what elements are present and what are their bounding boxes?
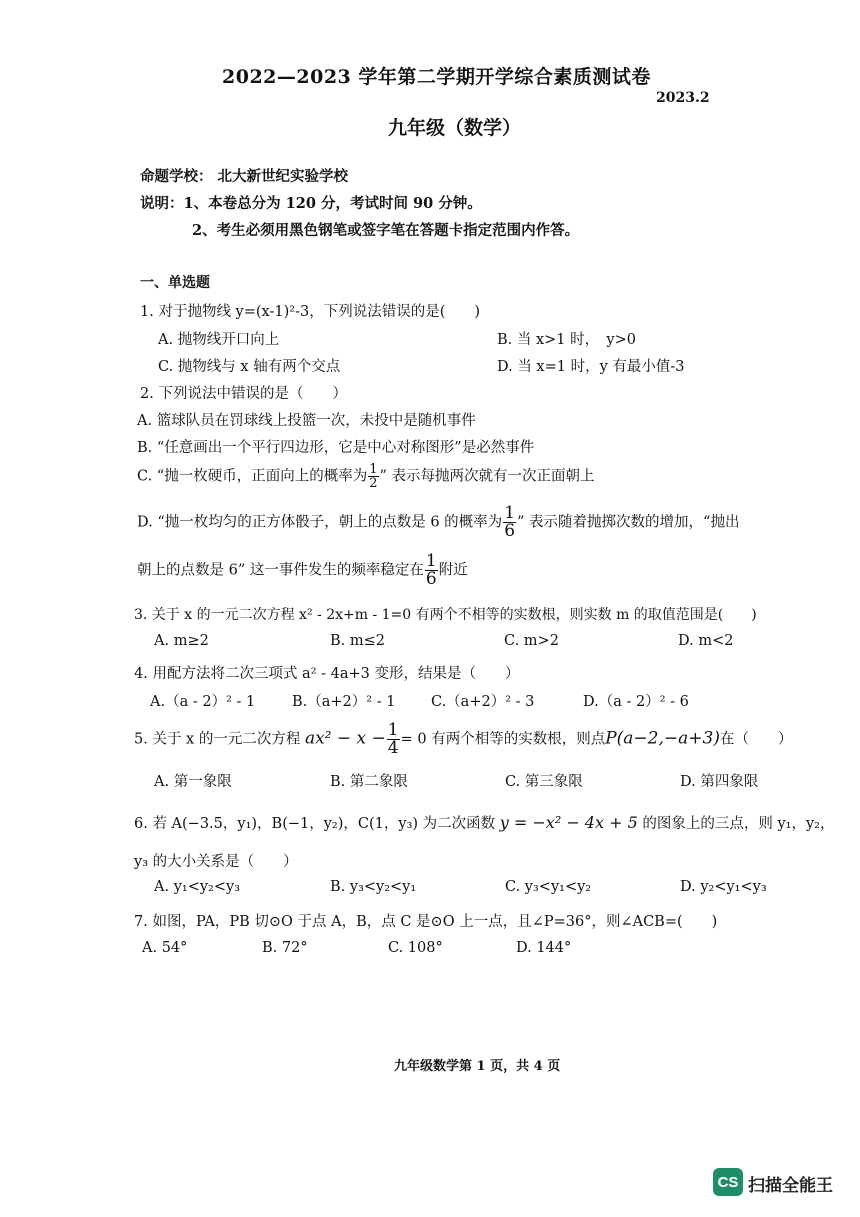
q2-d-post: ” 表示随着抛掷次数的增加，“抛出	[517, 514, 740, 531]
q4-stem: 4. 用配方法将二次三项式 a² - 4a+3 变形，结果是（ ）	[134, 666, 520, 682]
q2-option-a: A. 篮球队员在罚球线上投篮一次，未投中是随机事件	[137, 413, 476, 429]
q4-option-c: C.（a+2）² - 3	[431, 694, 535, 710]
q6-option-b: B. y₃<y₂<y₁	[330, 879, 417, 895]
fraction-one-sixth-2: $\frac{1}{6}$	[425, 551, 437, 589]
exam-title: 2022—2023 学年第二学期开学综合素质测试卷	[222, 66, 651, 88]
q2-c-pre: C. “抛一枚硬币，正面向上的概率为	[137, 468, 368, 485]
q5-stem-post: 在（ ）	[719, 731, 793, 748]
q6-line2: y₃ 的大小关系是（ ）	[134, 854, 298, 870]
q6-stem-pre: 6. 若 A(−3.5，y₁)，B(−1，y₂)，C(1，y₃) 为二次函数	[134, 816, 496, 832]
school-line: 命题学校： 北大新世纪实验学校	[140, 168, 349, 185]
note-1: 说明：1、本卷总分为 120 分，考试时间 90 分钟。	[140, 195, 482, 212]
page-footer: 九年级数学第 1 页，共 4 页	[394, 1059, 561, 1074]
q5-stem	[134, 722, 792, 757]
q2-stem: 2. 下列说法中错误的是（ ）	[140, 386, 347, 402]
q7-option-d: D. 144°	[516, 940, 572, 956]
q2-d-pre: D. “抛一枚均匀的正方体骰子，朝上的点数是 6 的概率为	[137, 514, 503, 531]
q5-expr: ax² − x −	[304, 728, 386, 749]
q2-d2-pre: 朝上的点数是 6” 这一事件发生的频率稳定在	[137, 562, 424, 579]
q4-option-a: A.（a - 2）² - 1	[150, 694, 256, 710]
q3-option-c: C. m>2	[504, 633, 559, 649]
q2-option-c	[137, 463, 595, 490]
q1-option-d: D. 当 x=1 时，y 有最小值-3	[497, 359, 685, 375]
camscanner-watermark-text: 扫描全能王	[748, 1176, 833, 1196]
q6-stem	[134, 812, 835, 833]
q2-option-b: B. “任意画出一个平行四边形，它是中心对称图形”是必然事件	[137, 440, 535, 456]
q7-option-c: C. 108°	[388, 940, 443, 956]
q5-stem-mid: = 0 有两个相等的实数根，则点	[400, 731, 606, 748]
q6-stem-post: 的图象上的三点，则 y₁，y₂，	[642, 816, 835, 832]
fraction-one-quarter: $\frac{1}{4}$	[387, 720, 399, 758]
q2-c-post: ” 表示每抛两次就有一次正面朝上	[379, 468, 595, 485]
q1-option-c: C. 抛物线与 x 轴有两个交点	[158, 359, 341, 375]
exam-subtitle: 九年级（数学）	[388, 117, 522, 139]
q1-option-b: B. 当 x>1 时， y>0	[497, 332, 636, 348]
q5-option-a: A. 第一象限	[154, 774, 232, 790]
q7-option-b: B. 72°	[262, 940, 308, 956]
q7-option-a: A. 54°	[142, 940, 188, 956]
q3-option-d: D. m<2	[678, 633, 734, 649]
fraction-one-half: $\frac{1}{2}$	[369, 462, 378, 491]
q3-stem: 3. 关于 x 的一元二次方程 x² - 2x+m - 1=0 有两个不相等的实数根，则实数 m 的取值范围是( )	[134, 607, 757, 623]
q2-d2-post: 附近	[438, 562, 468, 579]
q1-stem: 1. 对于抛物线 y=(x-1)²-3，下列说法错误的是( )	[140, 304, 481, 320]
q3-option-b: B. m≤2	[330, 633, 385, 649]
note-2: 2、考生必须用黑色钢笔或签字笔在答题卡指定范围内作答。	[192, 222, 580, 239]
q5-option-b: B. 第二象限	[330, 774, 408, 790]
q2-option-d	[137, 505, 739, 540]
q6-option-c: C. y₃<y₁<y₂	[505, 879, 592, 895]
q4-option-d: D.（a - 2）² - 6	[583, 694, 689, 710]
exam-date: 2023.2	[656, 90, 710, 106]
q5-point: P(a−2,−a+3)	[605, 728, 720, 749]
q5-option-d: D. 第四象限	[680, 774, 759, 790]
q6-option-d: D. y₂<y₁<y₃	[680, 879, 767, 895]
q1-option-a: A. 抛物线开口向上	[158, 332, 280, 348]
q2-option-d-line2	[137, 553, 468, 588]
camscanner-logo-icon: CS	[713, 1168, 743, 1196]
fraction-one-sixth: $\frac{1}{6}$	[504, 503, 516, 541]
q3-option-a: A. m≥2	[154, 633, 209, 649]
q5-option-c: C. 第三象限	[505, 774, 583, 790]
q7-stem: 7. 如图，PA，PB 切⊙O 于点 A，B，点 C 是⊙O 上一点，且∠P=36°，则∠ACB=( )	[134, 914, 718, 930]
q5-stem-pre: 5. 关于 x 的一元二次方程	[134, 731, 301, 748]
q6-option-a: A. y₁<y₂<y₃	[154, 879, 241, 895]
q4-option-b: B.（a+2）² - 1	[292, 694, 396, 710]
q6-function: y = −x² − 4x + 5	[499, 813, 638, 832]
section-heading: 一、单选题	[140, 275, 210, 291]
